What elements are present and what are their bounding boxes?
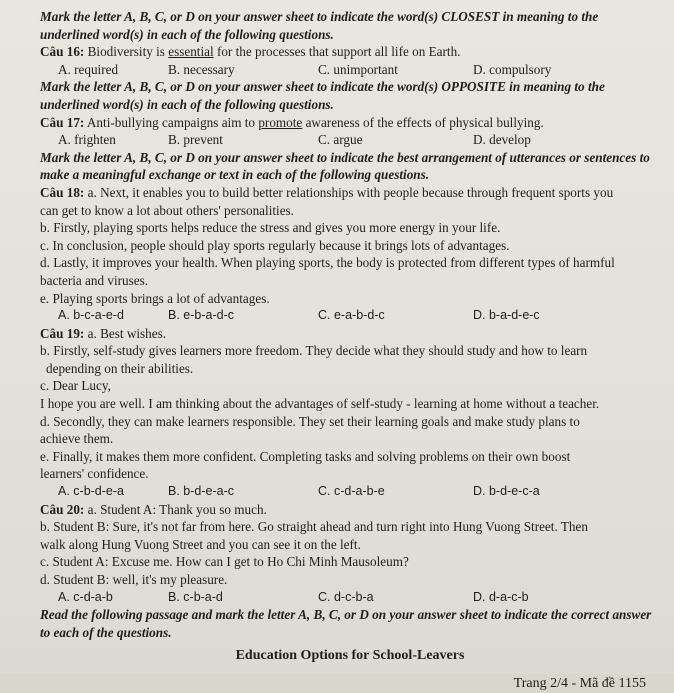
utterance-text: bacteria and viruses. — [40, 272, 149, 288]
utterance-text: depending on their abilities. — [46, 360, 194, 376]
utterance-text: walk along Hung Vuong Street and you can see it on the left. — [40, 536, 361, 552]
option-d[interactable]: D. d-a-c-b — [473, 589, 529, 604]
utterance-text: can get to know a lot about others' personalities. — [40, 202, 294, 218]
option-d[interactable]: D. b-d-e-c-a — [473, 484, 540, 499]
utterance-d: d. Lastly, it improves your health. When playing sports, the body is protected from different types of harmful — [40, 255, 615, 271]
question-number: Câu 17: — [40, 114, 85, 130]
option-c[interactable]: C. d-c-b-a — [318, 589, 374, 604]
option-a[interactable]: A. c-d-a-b — [58, 589, 113, 604]
question-16 — [40, 43, 660, 61]
option-b[interactable]: B. necessary — [168, 61, 235, 77]
option-a[interactable]: A. b-c-a-e-d — [58, 308, 124, 323]
question-text: awareness of the effects of physical bullying. — [305, 114, 544, 130]
utterance-text: learners' confidence. — [40, 466, 149, 482]
section-instruction-closest: Mark the letter A, B, C, or D on your answer sheet to indicate the word(s) CLOSEST in meaning to the underlined word(s) in each of the following questions. — [40, 9, 599, 42]
utterance-b: b. Student B: Sure, it's not far from here. Go straight ahead and turn right into Hung Vuong Street. Then — [40, 519, 588, 535]
question-17 — [40, 114, 660, 132]
option-b[interactable]: B. e-b-a-d-c — [168, 308, 234, 323]
question-text: Biodiversity is — [87, 44, 165, 60]
passage-title: Education Options for School-Leavers — [235, 648, 465, 664]
option-c[interactable]: C. unimportant — [318, 61, 398, 77]
section-instruction-arrangement: Mark the letter A, B, C, or D on your answer sheet to indicate the best arrangement of utterances or sentences to make a meaningful exchange or text in each of the following questions. — [40, 149, 650, 183]
answer-options — [58, 589, 660, 607]
option-c[interactable]: C. e-a-b-d-c — [318, 308, 385, 323]
utterance-e: e. Finally, it makes them more confident. Completing tasks and solving problems on their own boost — [40, 448, 571, 464]
utterance-a: a. Student A: Thank you so much. — [87, 501, 267, 517]
utterance-text: I hope you are well. I am thinking about the advantages of self-study - learning at home without a teacher. — [40, 396, 600, 412]
question-18 — [40, 184, 660, 202]
option-c[interactable]: C. argue — [318, 132, 363, 148]
utterance-b: b. Firstly, playing sports helps reduce the stress and gives you more energy in your life. — [40, 220, 501, 236]
utterance-b: b. Firstly, self-study gives learners more freedom. They decide what they should study and how to learn — [40, 343, 588, 359]
utterance-d: d. Secondly, they can make learners responsible. They set their learning goals and make study plans to — [40, 413, 580, 429]
utterance-text: achieve them. — [40, 431, 114, 447]
utterance-c: c. In conclusion, people should play sports regularly because it brings lots of advantages. — [40, 237, 510, 253]
option-d[interactable]: D. b-a-d-e-c — [473, 308, 540, 323]
question-19 — [40, 325, 660, 343]
underlined-word: promote — [258, 114, 303, 130]
option-a[interactable]: A. c-b-d-e-a — [58, 484, 124, 499]
question-text: for the processes that support all life on Earth. — [216, 44, 461, 60]
underlined-word: essential — [168, 44, 214, 60]
option-b[interactable]: B. c-b-a-d — [168, 589, 223, 604]
question-number: Câu 19: — [40, 325, 85, 341]
utterance-a: a. Next, it enables you to build better relationships with people because through frequent sports you — [87, 184, 614, 200]
page-footer: Trang 2/4 - Mã đề 1155 — [513, 675, 646, 691]
option-c[interactable]: C. c-d-a-b-e — [318, 484, 385, 499]
answer-options — [58, 131, 660, 149]
question-number: Câu 16: — [40, 44, 85, 60]
utterance-a: a. Best wishes. — [87, 325, 167, 341]
utterance-c: c. Dear Lucy, — [40, 378, 111, 394]
option-b[interactable]: B. b-d-e-a-c — [168, 484, 234, 499]
answer-options — [58, 61, 660, 79]
question-text: Anti-bullying campaigns aim to — [86, 114, 256, 130]
utterance-c: c. Student A: Excuse me. How can I get to Ho Chi Minh Mausoleum? — [40, 554, 409, 570]
question-number: Câu 20: — [40, 501, 85, 517]
question-number: Câu 18: — [40, 184, 85, 200]
section-instruction-reading: Read the following passage and mark the letter A, B, C, or D on your answer sheet to indicate the correct answer to each of the questions. — [40, 607, 652, 640]
answer-options — [58, 483, 660, 501]
option-a[interactable]: A. frighten — [58, 132, 116, 148]
answer-options — [58, 307, 660, 325]
question-20 — [40, 501, 660, 519]
option-d[interactable]: D. develop — [473, 132, 531, 148]
section-instruction-opposite: Mark the letter A, B, C, or D on your answer sheet to indicate the word(s) OPPOSITE in meaning to the underlined word(s) in each of the following questions. — [40, 79, 605, 112]
option-d[interactable]: D. compulsory — [473, 61, 552, 77]
utterance-e: e. Playing sports brings a lot of advantages. — [40, 290, 270, 306]
utterance-d: d. Student B: well, it's my pleasure. — [40, 572, 228, 587]
option-a[interactable]: A. required — [58, 61, 119, 77]
option-b[interactable]: B. prevent — [168, 132, 223, 148]
